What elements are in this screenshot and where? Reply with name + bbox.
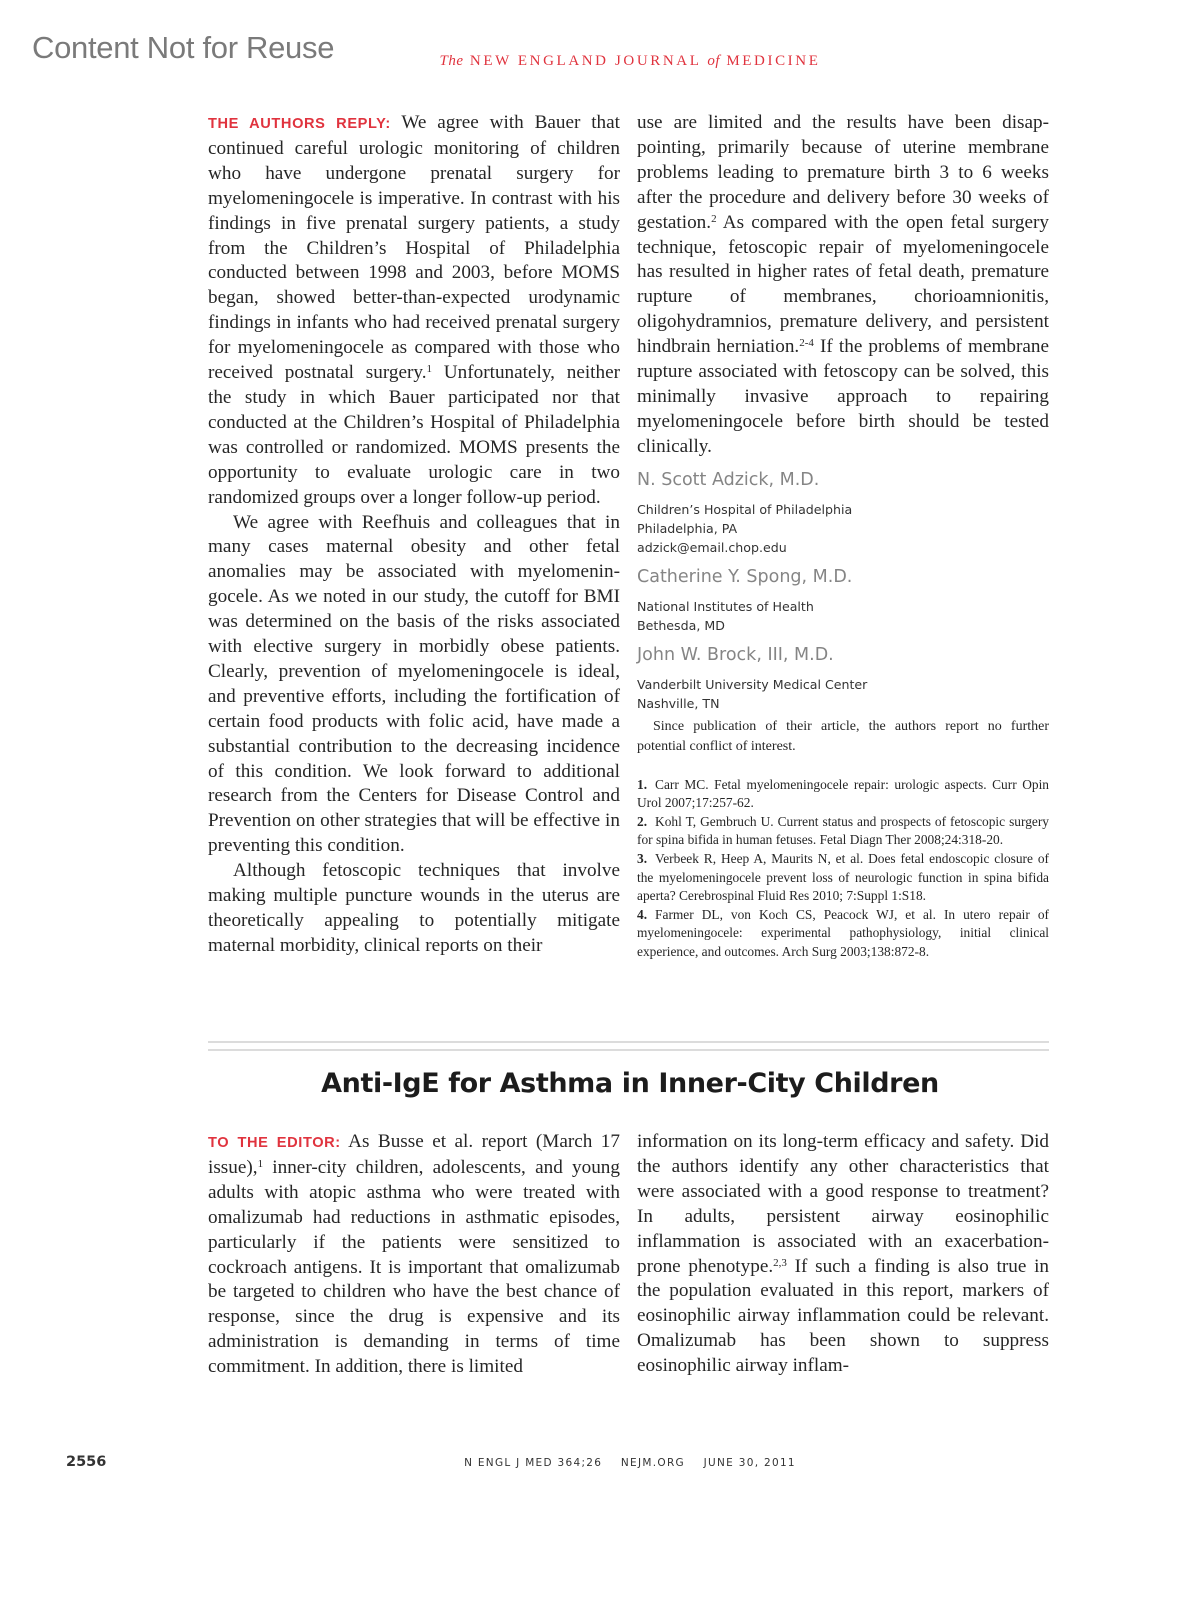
article-title: Anti-IgE for Asthma in Inner-City Children: [321, 1068, 939, 1099]
running-head-main1: NEW ENGLAND JOURNAL: [469, 53, 701, 69]
reply-paragraph-1: THE AUTHORS REPLY: We agree with Bauer that continued careful urologic monitoring of children who have undergone prenatal surgery for myelomeningocele is imperative. In contrast with his findings in five prenatal surgery patients, a study from the Children’s Hospital of Philadelphia conducted between 1998 and 2003, before MOMS began, showed better-than-expected urodynamic findings in infants who had received prenatal surgery for myelomeningocele as compared with those who received postnatal surgery.$^1$ Unfortunately, neither the study in which Bauer participated nor that conducted at the Children’s Hospital of Philadelphia was controlled or randomized. MOMS presents the opportunity to evaluate urologic care in two randomized groups over a longer follow-up period.: [208, 112, 621, 508]
reference-item: 4. Farmer DL, von Koch CS, Peacock WJ, et al. In utero repair of myelomeningocele: experimental pathophysiology, initial clinical experience, and outcomes. Arch Surg 2003;138:872-8.: [637, 906, 1049, 960]
signature-name: N. Scott Adzick, M.D.: [637, 469, 820, 490]
running-head: [0, 53, 1200, 70]
footer-date: JUNE 30, 2011: [703, 1457, 796, 1469]
citation-superscript: 1: [257, 1157, 264, 1170]
footer-site: NEJM.ORG: [620, 1457, 685, 1469]
reference-item: 1. Carr MC. Fetal myelomeningocele repair: urologic aspects. Curr Opin Urol 2007;17:257-62.: [637, 776, 1049, 811]
footer-journal: N ENGL J MED 364;26: [464, 1457, 603, 1469]
citation-superscript: 1: [426, 363, 433, 376]
author-email-link[interactable]: adzick@email.chop.edu: [637, 539, 787, 555]
letter-column-right: [637, 1130, 1049, 1379]
reference-item: 3. Verbeek R, Heep A, Maurits N, et al. Does fetal endoscopic closure of the myelomeningocele prevent loss of neurologic function in spina bifida aperta? Cerebrospinal Fluid Res 2010; 7:Suppl 1:S18.: [637, 851, 1049, 904]
running-head-the: The: [439, 53, 464, 69]
letter-lead-in: TO THE EDITOR:: [208, 1135, 341, 1151]
letter-column-left: [208, 1130, 620, 1380]
reply-paragraph-3: Although fetoscopic techniques that involve making multiple puncture wounds in the uterus are theoretically appealing to potentially mitigate maternal morbidity, clinical reports on their: [208, 860, 620, 956]
reply-column-left: [208, 111, 620, 959]
watermark: Content Not for Reuse: [32, 30, 335, 65]
page-number: 2556: [66, 1454, 107, 1470]
signature-affiliation: Vanderbilt University Medical Center Nashville, TN: [637, 676, 868, 711]
reference-list: [637, 776, 1049, 962]
reply-lead-in: THE AUTHORS REPLY:: [208, 116, 391, 132]
signature-name: Catherine Y. Spong, M.D.: [637, 566, 853, 587]
reference-item: 2. Kohl T, Gembruch U. Current status and prospects of fetoscopic surgery for spina bifida in human fetuses. Fetal Diagn Ther 2008;24:318-20.: [637, 813, 1049, 848]
reply-paragraph-3-continued: use are limited and the results have been disappointing, primarily because of uterine membrane problems leading to premature birth 3 to 6 weeks after the procedure and delivery before 30 weeks of gestation.$^2$ As compared with the open fetal surgery technique, fetoscopic repair of myelomeningocele has resulted in higher rates of fetal death, premature rupture of membranes, chorioamnionitis, oligohydramnios, premature delivery, and persistent hindbrain herniation.$^{2-4}$ If the problems of membrane rupture associated with fetoscopy can be solved, this minimally invasive approach to repairing myelomeningocele before birth should be tested clinically.: [637, 112, 1050, 457]
disclosure-note: Since publication of their article, the authors report no further potential conflict of interest.: [637, 718, 1049, 755]
letter-paragraph-continued: information on its long-term efficacy and safety. Did the authors identify any other characteristics that were associated with a good response to treatment? In adults, persistent airway eosinophilic inflammation is associated with an exacerbation-prone phenotype.$^{2,3}$ If such a finding is also true in the population evaluated in this report, markers of eosinophilic airway inflammation could be relevant. Omalizumab has been shown to suppress eosinophilic airway inflam-: [637, 1131, 1049, 1377]
reply-paragraph-2: We agree with Reefhuis and colleagues that in many cases maternal obesity and other fetal anomalies may be associated with myelomeningocele. As we noted in our study, the cutoff for BMI was determined on the basis of the risks associated with elective surgery in morbidly obese patients. Clearly, prevention of myelomeningocele is ideal, and preventive efforts, including the fortification of certain food products with folic acid, have made a substantial contribution to the decreasing incidence of this condition. We look forward to additional research from the Centers for Disease Control and Prevention on other strategies that will be effective in preventing this condition.: [208, 511, 620, 857]
running-head-of: of: [707, 53, 720, 69]
section-divider: [208, 1041, 1049, 1051]
signature-block: [637, 468, 1049, 713]
signature-affiliation: National Institutes of Health Bethesda, MD: [637, 598, 814, 633]
reply-column-right: [637, 111, 1049, 962]
footer-citation: [0, 1457, 1200, 1469]
citation-superscript: 2-4: [799, 337, 814, 350]
letter-paragraph: TO THE EDITOR: As Busse et al. report (March 17 issue),$^1$ inner-city children, adolescents, and young adults with atopic asthma who were treated with omalizumab had reductions in asthmatic episodes, particularly if the patients were sensitized to cockroach antigens. It is important that omalizumab be targeted to children who have the best chance of response, since the drug is expensive and its administration is demanding in terms of time commitment. In addition, there is limited: [208, 1131, 620, 1378]
signature-name: John W. Brock, III, M.D.: [637, 644, 834, 665]
citation-superscript: 2: [711, 212, 717, 225]
signature-affiliation: Children’s Hospital of Philadelphia Philadelphia, PA adzick@email.chop.edu: [637, 500, 1049, 557]
citation-superscript: 2,3: [773, 1256, 787, 1269]
running-head-main2: MEDICINE: [726, 53, 821, 69]
